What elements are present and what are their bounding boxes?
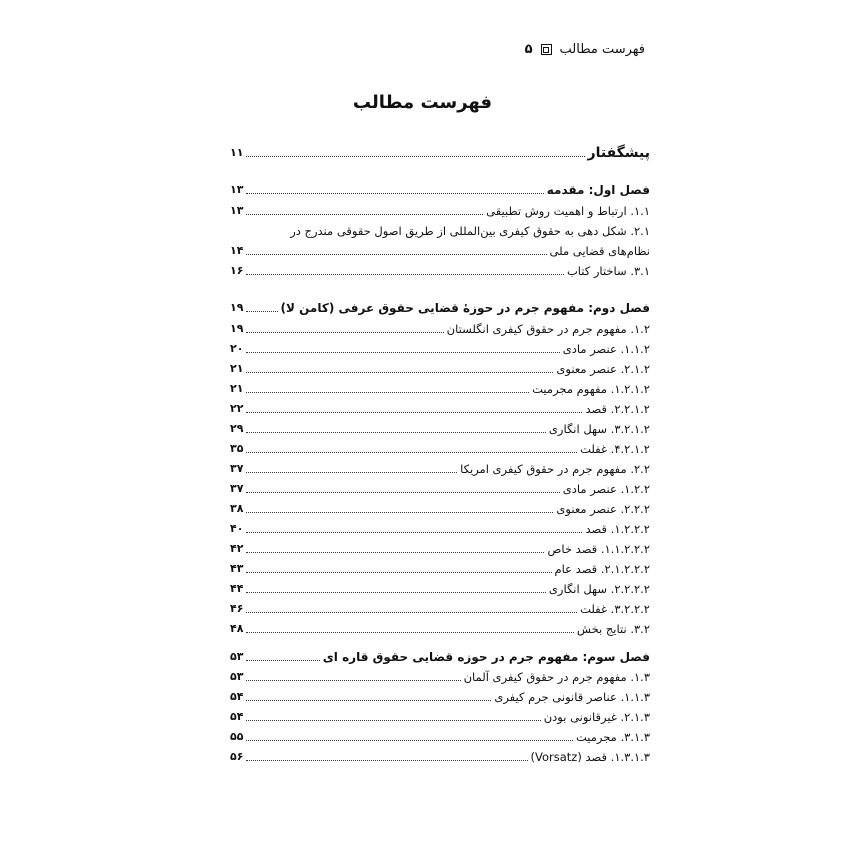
leader-dots (246, 156, 584, 157)
leader-dots (246, 472, 457, 473)
toc-entry-text: ۲.۲. مفهوم جرم در حقوق کیفری امریکا (460, 462, 650, 476)
leader-dots (246, 760, 527, 761)
leader-dots (246, 332, 443, 333)
leader-dots (246, 740, 573, 741)
toc-entry-text: ۱.۱.۳. عناصر قانونی جرم کیفری (494, 690, 650, 704)
toc-entry[interactable] (230, 456, 666, 476)
toc-page-number: ۲۰ (230, 342, 244, 355)
toc-entry-text: ۱.۲.۱.۲. مفهوم مجرمیت (532, 382, 650, 396)
toc-entry[interactable] (230, 596, 696, 616)
toc-entry-text: ۱.۱.۲. عنصر مادی (562, 342, 650, 356)
toc-entry-text: ۱.۲. مفهوم جرم در حقوق کیفری انگلستان (446, 322, 650, 336)
leader-dots (246, 311, 277, 312)
toc-entry-text: ۳.۱.۳. مجرمیت (575, 730, 650, 744)
toc-entry-text: ۱.۲.۲.۲. قصد (585, 522, 650, 536)
toc-entry-text: ۱.۳. مفهوم جرم در حقوق کیفری آلمان (463, 670, 650, 684)
toc-entry-chapter-3[interactable] (230, 644, 650, 664)
toc-entry[interactable] (230, 744, 690, 764)
toc-entry-chapter-1[interactable] (230, 177, 650, 197)
leader-dots (246, 720, 540, 721)
toc-entry[interactable] (230, 376, 690, 396)
toc-entry[interactable] (230, 684, 682, 704)
leader-dots (246, 572, 551, 573)
toc-entry-text: ۳.۲.۱.۲. سهل انگاری (548, 422, 650, 436)
toc-page-number: ۴۰ (230, 522, 244, 535)
toc-entry-text: ۳.۲. نتایج بخش (576, 622, 650, 636)
toc-page-number: ۵۶ (230, 750, 244, 763)
toc-page-number: ۴۶ (230, 602, 244, 615)
toc-entry-text: نظام‌های قضایی ملی (549, 244, 650, 258)
toc-entry-text: ۲.۱.۲. عنصر معنوی (556, 362, 650, 376)
toc-entry[interactable] (230, 476, 682, 496)
toc-page-number: ۳۸ (230, 502, 244, 515)
toc-entry[interactable] (230, 258, 666, 278)
toc-page-number: ۵۴ (230, 690, 244, 703)
toc-entry-text: فصل اول: مقدمه (546, 183, 650, 197)
toc-page-number: ۱۹ (230, 301, 244, 314)
toc-page-number: ۱۴ (230, 244, 244, 257)
toc-page-number: ۵۳ (230, 650, 244, 663)
leader-dots (246, 432, 545, 433)
toc-entry[interactable] (230, 356, 682, 376)
toc-page-number: ۴۸ (230, 622, 244, 635)
toc-page-number: ۲۹ (230, 422, 244, 435)
toc-page-number: ۱۳ (230, 183, 244, 196)
leader-dots (246, 492, 559, 493)
page-title: فهرست مطالب (352, 92, 493, 113)
toc-entry-text: ۲.۲.۱.۲. قصد (585, 402, 650, 416)
leader-dots (246, 592, 545, 593)
toc-entry-text: ۴.۲.۱.۲. غفلت (580, 442, 650, 456)
leader-dots (246, 700, 491, 701)
leader-dots (246, 612, 577, 613)
toc-entry-text: ۲.۱.۲.۲.۲. قصد عام (554, 562, 650, 576)
toc-entry-text: ۲.۲.۲. عنصر معنوی (556, 502, 650, 516)
leader-dots (246, 512, 553, 513)
toc-entry[interactable] (230, 576, 696, 596)
toc-page-number: ۱۹ (230, 322, 244, 335)
toc-entry[interactable] (230, 496, 682, 516)
leader-dots (246, 214, 483, 215)
toc-page-number: ۳۷ (230, 462, 244, 475)
leader-dots (246, 552, 544, 553)
toc-page-number: ۵۴ (230, 710, 244, 723)
toc-page-number: ۳۷ (230, 482, 244, 495)
toc-page-number: ۲۲ (230, 402, 244, 415)
toc-entry-chapter-2[interactable] (230, 295, 650, 315)
toc-entry[interactable] (230, 536, 704, 556)
toc-entry-text: ۱.۱.۲.۲.۲. قصد خاص (547, 542, 650, 556)
leader-dots (246, 193, 543, 194)
toc-entry-text: ۱.۱. ارتباط و اهمیت روش تطبیقی (486, 204, 650, 218)
toc-entry[interactable] (230, 436, 690, 456)
leader-dots (246, 254, 546, 255)
leader-dots (246, 412, 582, 413)
toc-page-number: ۲۱ (230, 362, 244, 375)
toc-entry-text: ۲.۲.۲.۲. سهل انگاری (548, 582, 650, 596)
leader-dots (246, 660, 319, 661)
toc-entry-text: ۱.۲.۲. عنصر مادی (562, 482, 650, 496)
leader-dots (246, 274, 564, 275)
toc-page-number: ۱۶ (230, 264, 244, 277)
leader-dots (246, 532, 582, 533)
toc-entry[interactable] (230, 316, 666, 336)
toc-entry[interactable] (230, 664, 666, 684)
toc-entry[interactable] (230, 516, 690, 536)
toc-entry[interactable] (230, 198, 666, 218)
toc-entry[interactable] (230, 556, 704, 576)
toc-entry-text: ۲.۱. شکل دهی به حقوق کیفری بین‌المللی از طریق اصول حقوقی مندرج در (290, 224, 650, 238)
toc-entry-text: فصل دوم: مفهوم جرم در حوزهٔ قضایی حقوق عرفی (کامن لا) (280, 301, 650, 315)
leader-dots (246, 392, 529, 393)
toc-entry-text: ۳.۲.۲.۲. غفلت (580, 602, 650, 616)
leader-dots (246, 452, 577, 453)
toc-entry[interactable] (230, 396, 690, 416)
toc-entry[interactable] (230, 616, 666, 636)
toc-page-number: ۴۳ (230, 562, 244, 575)
toc-entry-preface[interactable] (230, 140, 650, 160)
leader-dots (246, 372, 553, 373)
toc-entry[interactable] (230, 704, 682, 724)
toc-entry[interactable] (230, 724, 682, 744)
running-title: فهرست مطالب (559, 42, 645, 57)
toc-page-number: ۱۱ (230, 146, 244, 159)
toc-page-number: ۲۱ (230, 382, 244, 395)
toc-page-number: ۴۲ (230, 542, 244, 555)
toc-entry-text: ۱.۳.۱.۳. قصد (Vorsatz) (530, 750, 650, 764)
toc-entry-text: ۳.۱. ساختار کتاب (566, 264, 650, 278)
toc-entry[interactable] (230, 218, 666, 238)
toc-entry[interactable] (230, 238, 666, 258)
leader-dots (246, 632, 573, 633)
toc-page-number: ۴۴ (230, 582, 244, 595)
toc-page-number: ۵۵ (230, 730, 244, 743)
toc-entry-text: ۲.۱.۳. غیرقانونی بودن (543, 710, 650, 724)
page-number: ۵ (524, 42, 533, 57)
toc-entry-text: پیشگفتار (587, 145, 650, 161)
toc-page-number: ۱۳ (230, 204, 244, 217)
toc-page-number: ۳۵ (230, 442, 244, 455)
leader-dots (246, 680, 460, 681)
toc-entry[interactable] (230, 416, 690, 436)
leader-dots (246, 352, 559, 353)
toc-entry[interactable] (230, 336, 682, 356)
toc-entry-text: فصل سوم: مفهوم جرم در حوزه قضایی حقوق قاره ای (322, 650, 650, 664)
toc-page-number: ۵۳ (230, 670, 244, 683)
